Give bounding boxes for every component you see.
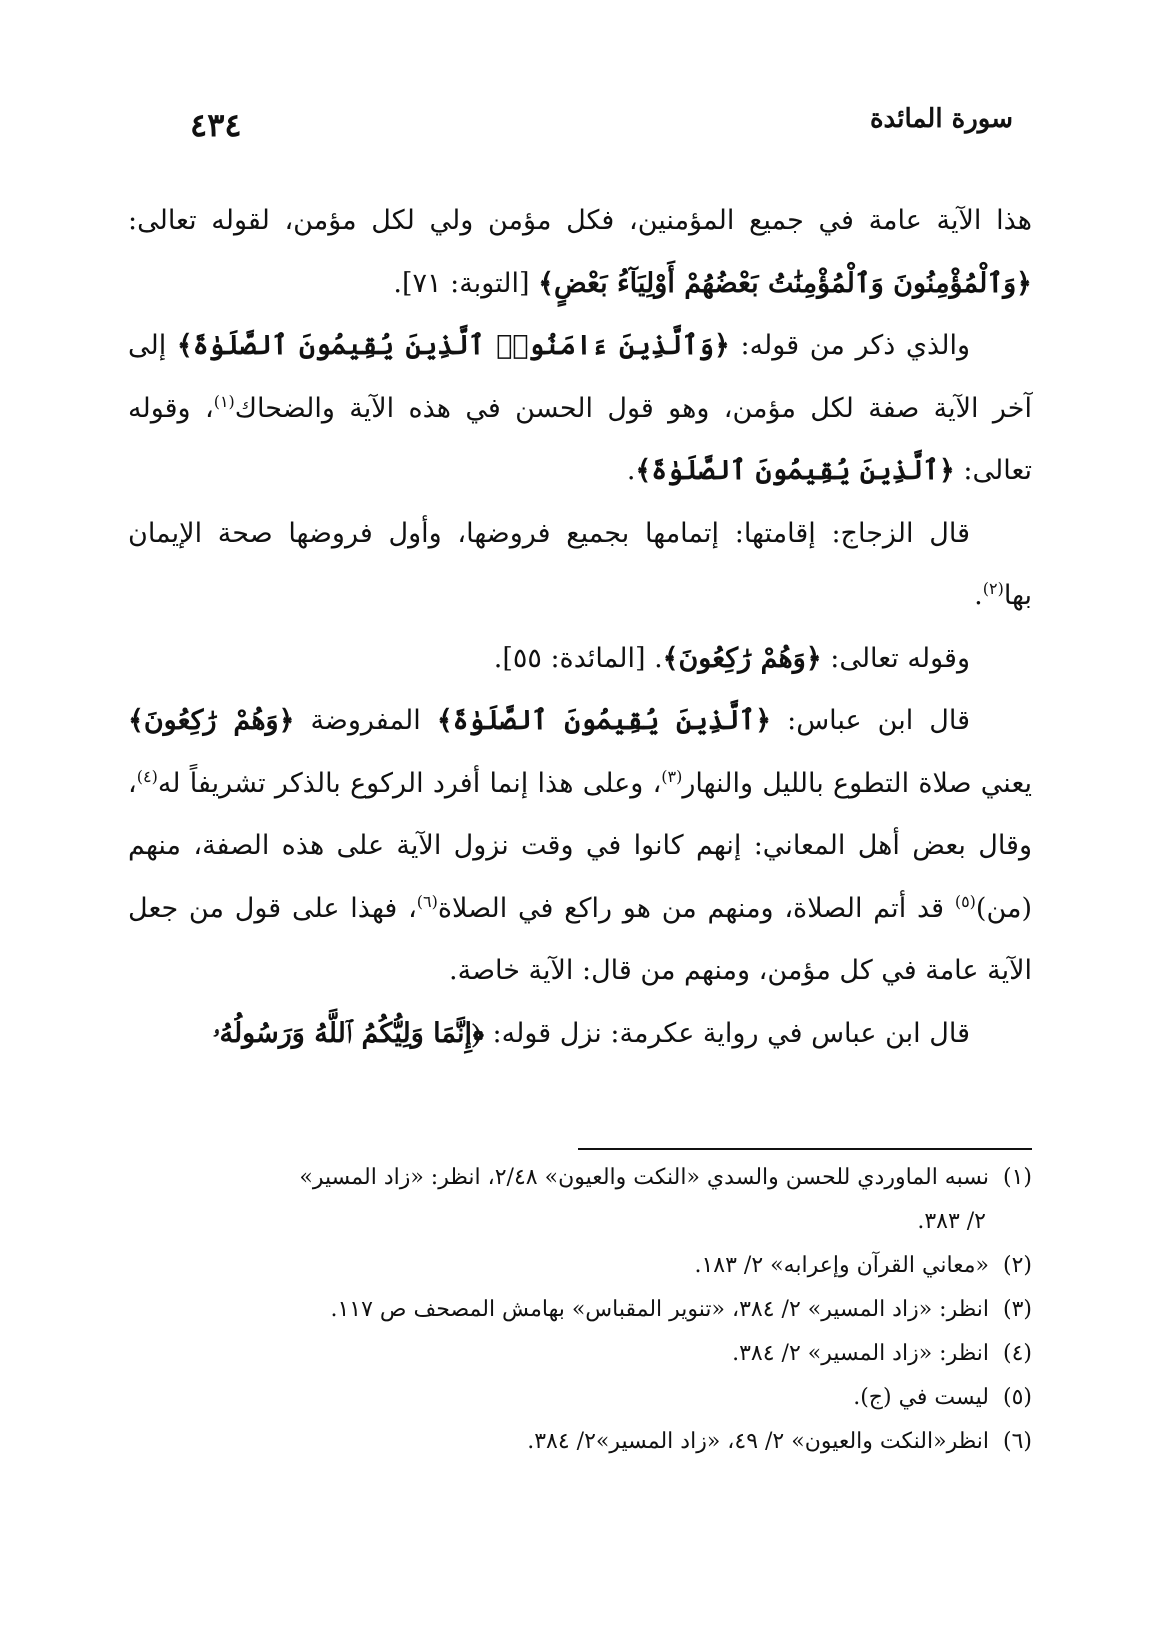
text-run: ، وقال بعض أهل المعاني: إنهم كانوا في وقت نزول الآية على هذه الصفة، منهم (من) (128, 767, 1033, 924)
main-text (128, 190, 1032, 1065)
footnote-number: (٤) (1002, 1341, 1032, 1366)
footnote-marker: (٢) (982, 579, 1004, 598)
text-run: قال ابن عباس في رواية عكرمة: نزل قوله: (483, 1017, 970, 1049)
footnote-4 (128, 1334, 1032, 1374)
footnote-text: انظر«النكت والعيون» ٢/ ٤٩، «زاد المسير»٢/ ٣٨٤. (527, 1429, 989, 1454)
footnote-text: «معاني القرآن وإعرابه» ٢/ ١٨٣. (694, 1253, 989, 1278)
text-run: ، فهذا على قول من جعل الآية عامة في كل مؤمن، ومنهم من قال: الآية خاصة. (128, 892, 1032, 986)
text-run: ، وقوله تعالى: (128, 392, 1032, 486)
footnote-marker: (٣) (661, 766, 683, 786)
text-run: قد أتم الصلاة، ومنهم من هو راكع في الصلاة (437, 892, 955, 924)
verse-reference: . [المائدة: ٥٥]. (493, 642, 663, 674)
paragraph-6 (128, 1003, 1032, 1066)
text-run: قال الزجاج: إقامتها: إتمامها بجميع فروضها، وأول فروضها صحة الإيمان بها (128, 517, 1032, 611)
text-run: . (626, 455, 636, 486)
paragraph-4 (128, 628, 1032, 691)
paragraph-1 (128, 190, 1032, 315)
footnote-2 (128, 1246, 1032, 1286)
footnote-marker: (٦) (416, 891, 438, 911)
footnote-number: (٥) (1002, 1385, 1032, 1410)
footnote-number: (٦) (1002, 1429, 1032, 1454)
quran-verse: ﴿ٱلَّذِينَ يُقِيمُونَ ٱلصَّلَوٰةَ﴾ (635, 455, 955, 486)
paragraph-5 (128, 690, 1032, 1003)
text-run: إلى آخر الآية صفة لكل مؤمن، وهو قول الحسن في هذه الآية والضحاك (128, 330, 1032, 424)
quran-verse: ﴿إِنَّمَا وَلِيُّكُمُ ٱللَّهُ وَرَسُولُهُۥ (212, 1017, 484, 1049)
text-run: وقوله تعالى: (821, 642, 970, 674)
footnote-number: (١) (1002, 1165, 1032, 1190)
paragraph-2 (128, 315, 1032, 503)
footnote-1-continuation (128, 1202, 1032, 1242)
quran-verse: ﴿وَهُمْ رَٰكِعُونَ﴾ (128, 705, 295, 736)
text-run: والذي ذكر من قوله: (729, 330, 970, 361)
footnote-text: ليست في (ج). (853, 1385, 989, 1410)
footnote-5 (128, 1378, 1032, 1418)
footnote-3 (128, 1290, 1032, 1330)
page-number: ٤٣٤ (190, 106, 242, 144)
footnote-marker: (١) (213, 391, 235, 411)
text-run: ، وعلى هذا إنما أفرد الركوع بالذكر تشريفاً له (157, 767, 662, 799)
running-title: سورة المائدة (869, 104, 1013, 134)
footnotes (128, 1158, 1032, 1466)
footnote-text: انظر: «زاد المسير» ٢/ ٣٨٤. (732, 1341, 989, 1366)
quran-verse: ﴿ٱلَّذِينَ يُقِيمُونَ ٱلصَّلَوٰةَ﴾ (436, 705, 772, 736)
footnote-marker: (٥) (954, 891, 976, 911)
footnote-1 (128, 1158, 1032, 1198)
footnote-text: ٢/ ٣٨٣. (917, 1209, 986, 1234)
page-header (190, 96, 1013, 156)
footnote-number: (٢) (1002, 1253, 1032, 1278)
quran-verse: ﴿وَٱلَّذِينَ ءَامَنُوا۟ ٱلَّذِينَ يُقِيمُونَ ٱلصَّلَوٰةَ﴾ (176, 330, 730, 361)
text-run: قال ابن عباس: (771, 705, 971, 736)
footnote-6 (128, 1422, 1032, 1462)
quran-verse: ﴿وَٱلْمُؤْمِنُونَ وَٱلْمُؤْمِنَٰتُ بَعْضُهُمْ أَوْلِيَآءُ بَعْضٍ﴾ (538, 267, 1032, 299)
footnote-text: انظر: «زاد المسير» ٢/ ٣٨٤، «تنوير المقباس» بهامش المصحف ص ١١٧. (330, 1297, 989, 1322)
text-run: . (974, 580, 983, 611)
verse-reference: [التوبة: ٧١]. (393, 267, 539, 299)
footnote-text: نسبه الماوردي للحسن والسدي «النكت والعيون» ٢/٤٨، انظر: «زاد المسير» (299, 1165, 989, 1190)
quran-verse: ﴿وَهُمْ رَٰكِعُونَ﴾ (662, 642, 822, 674)
text-run: هذا الآية عامة في جميع المؤمنين، فكل مؤمن ولي لكل مؤمن، لقوله تعالى: (128, 205, 1032, 236)
footnote-number: (٣) (1002, 1297, 1032, 1322)
paragraph-3 (128, 503, 1032, 628)
footnote-marker: (٤) (136, 766, 158, 786)
text-run: يعني صلاة التطوع بالليل والنهار (682, 767, 1032, 799)
text-run: المفروضة (294, 705, 437, 736)
footnote-separator (578, 1148, 1032, 1150)
